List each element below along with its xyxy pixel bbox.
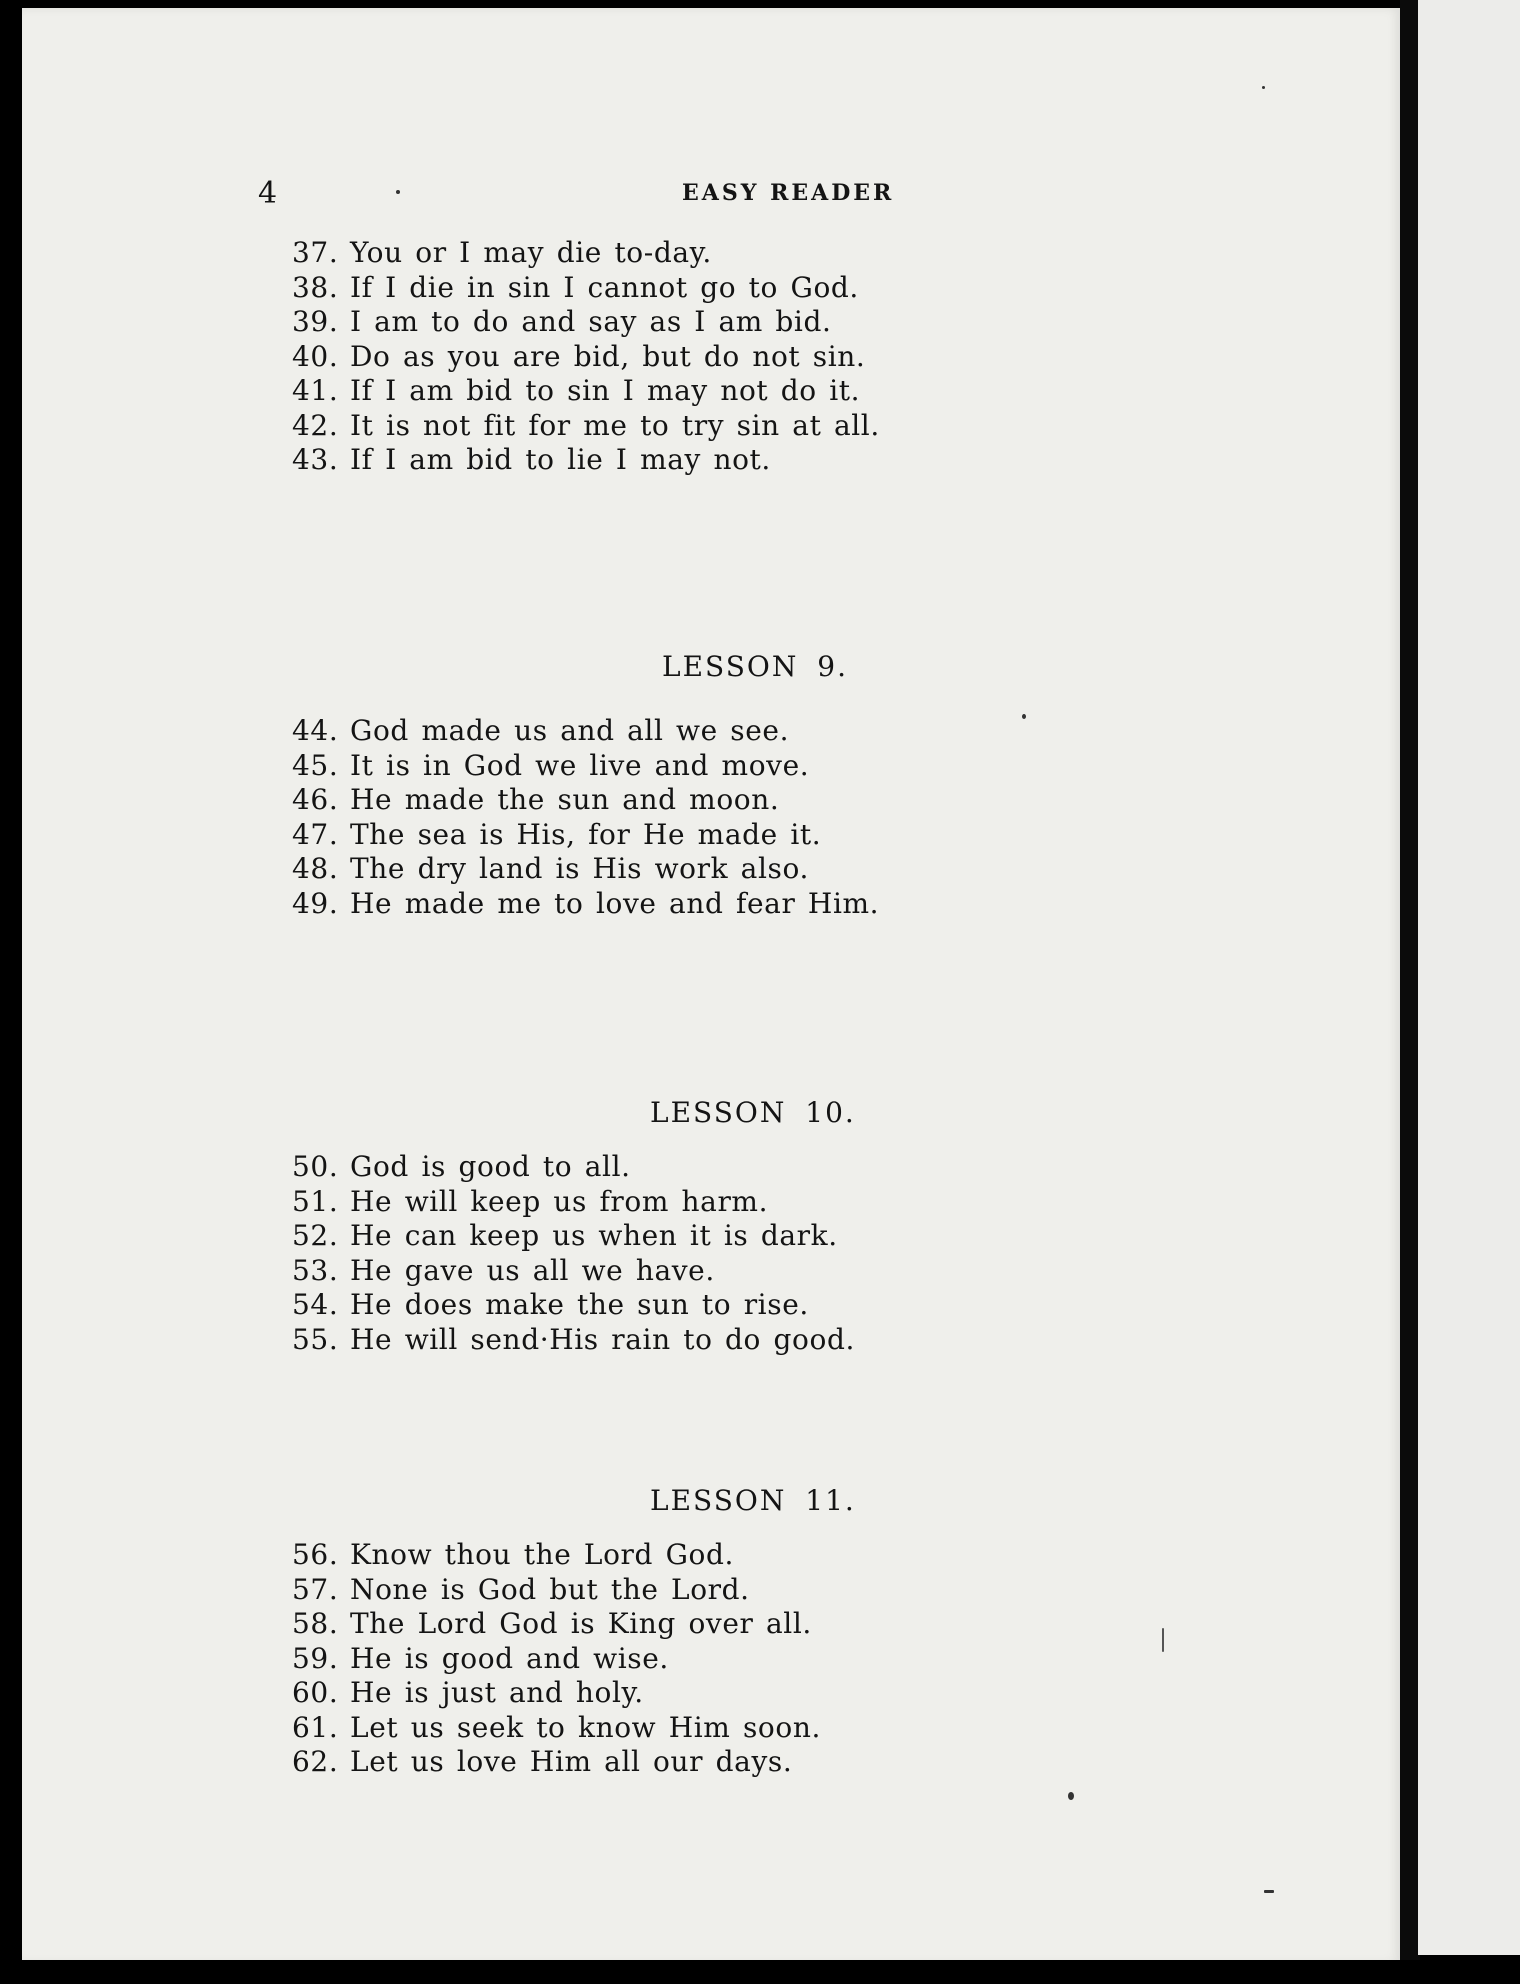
lesson-block (292, 1150, 992, 1357)
line-number: 39. (292, 305, 339, 338)
list-item (292, 443, 992, 478)
list-item (292, 887, 992, 922)
list-item (292, 1711, 992, 1746)
line-text: If I am bid to lie I may not. (350, 443, 771, 476)
lesson-block (292, 1538, 992, 1780)
paper-speck (1262, 86, 1265, 89)
paper-speck (1022, 714, 1026, 719)
facing-page-edge (1418, 0, 1520, 1955)
line-number: 46. (292, 783, 339, 816)
line-text: It is in God we live and move. (350, 748, 810, 782)
line-number: 55. (292, 1322, 339, 1356)
line-number: 60. (292, 1676, 339, 1709)
line-number: 41. (292, 374, 339, 407)
list-item (292, 1185, 992, 1220)
line-text: If I am bid to sin I may not do it. (350, 374, 861, 407)
line-text: He is good and wise. (350, 1641, 669, 1675)
page-number: 4 (258, 176, 278, 211)
line-text: Do as you are bid, but do not sin. (350, 339, 866, 373)
line-text: God made us and all we see. (350, 714, 790, 747)
line-number: 62. (292, 1745, 339, 1778)
line-number: 47. (292, 817, 339, 851)
page-header (22, 176, 1402, 216)
paper-speck (1264, 1890, 1274, 1893)
line-number: 50. (292, 1150, 339, 1183)
list-item (292, 1254, 992, 1289)
list-item (292, 749, 992, 784)
line-number: 57. (292, 1572, 339, 1606)
line-text: If I die in sin I cannot go to God. (350, 270, 859, 304)
line-text: God is good to all. (350, 1150, 631, 1183)
line-number: 54. (292, 1288, 339, 1321)
list-item (292, 1745, 992, 1780)
line-number: 43. (292, 443, 339, 476)
line-text: The sea is His, for He made it. (350, 817, 822, 851)
list-item (292, 1642, 992, 1677)
line-text: The dry land is His work also. (350, 852, 809, 885)
line-text: I am to do and say as I am bid. (350, 305, 832, 338)
line-text: He gave us all we have. (350, 1253, 715, 1287)
line-text: The Lord God is King over all. (350, 1607, 812, 1640)
list-item (292, 1607, 992, 1642)
line-number: 37. (292, 236, 339, 269)
list-item (292, 409, 992, 444)
line-text: He will keep us from harm. (350, 1184, 769, 1218)
line-number: 40. (292, 339, 339, 373)
line-number: 49. (292, 886, 339, 920)
line-number: 53. (292, 1253, 339, 1287)
list-item (292, 1538, 992, 1573)
list-item (292, 271, 992, 306)
line-text: Know thou the Lord God. (350, 1538, 735, 1571)
list-item (292, 1323, 992, 1358)
line-text: Let us seek to know Him soon. (350, 1710, 821, 1744)
line-text: Let us love Him all our days. (350, 1745, 793, 1778)
list-item (292, 783, 992, 818)
line-number: 38. (292, 270, 339, 304)
line-number: 42. (292, 408, 339, 442)
line-number: 45. (292, 748, 339, 782)
list-item (292, 1219, 992, 1254)
list-item (292, 340, 992, 375)
line-text: He made me to love and fear Him. (350, 886, 880, 920)
book-gutter (1400, 0, 1420, 1984)
paper-speck (1068, 1792, 1074, 1800)
continuation-block (292, 236, 992, 478)
line-text: It is not fit for me to try sin at all. (350, 408, 880, 442)
list-item (292, 852, 992, 887)
list-item (292, 1573, 992, 1608)
running-head: EASY READER (682, 180, 895, 206)
line-text: He made the sun and moon. (350, 783, 780, 816)
line-number: 59. (292, 1641, 339, 1675)
list-item (292, 1676, 992, 1711)
list-item (292, 305, 992, 340)
line-number: 52. (292, 1219, 339, 1252)
list-item (292, 236, 992, 271)
lesson-block (292, 714, 992, 921)
lesson-title: LESSON 11. (650, 1484, 856, 1517)
paper-speck (1162, 1628, 1164, 1652)
line-text: None is God but the Lord. (350, 1572, 750, 1606)
scan-border (0, 1960, 1520, 1984)
list-item (292, 374, 992, 409)
line-number: 58. (292, 1607, 339, 1640)
list-item (292, 818, 992, 853)
line-number: 61. (292, 1710, 339, 1744)
list-item (292, 714, 992, 749)
line-text: He does make the sun to rise. (350, 1288, 809, 1321)
line-number: 56. (292, 1538, 339, 1571)
book-page (22, 8, 1402, 1963)
paper-speck (396, 190, 400, 194)
list-item (292, 1150, 992, 1185)
line-number: 51. (292, 1184, 339, 1218)
line-number: 44. (292, 714, 339, 747)
list-item (292, 1288, 992, 1323)
line-text: He is just and holy. (350, 1676, 644, 1709)
line-text: He can keep us when it is dark. (350, 1219, 838, 1252)
lesson-title: LESSON 10. (650, 1096, 856, 1129)
lesson-title: LESSON 9. (662, 650, 848, 683)
line-text: He will send·His rain to do good. (350, 1322, 855, 1356)
line-number: 48. (292, 852, 339, 885)
line-text: You or I may die to-day. (350, 236, 712, 269)
